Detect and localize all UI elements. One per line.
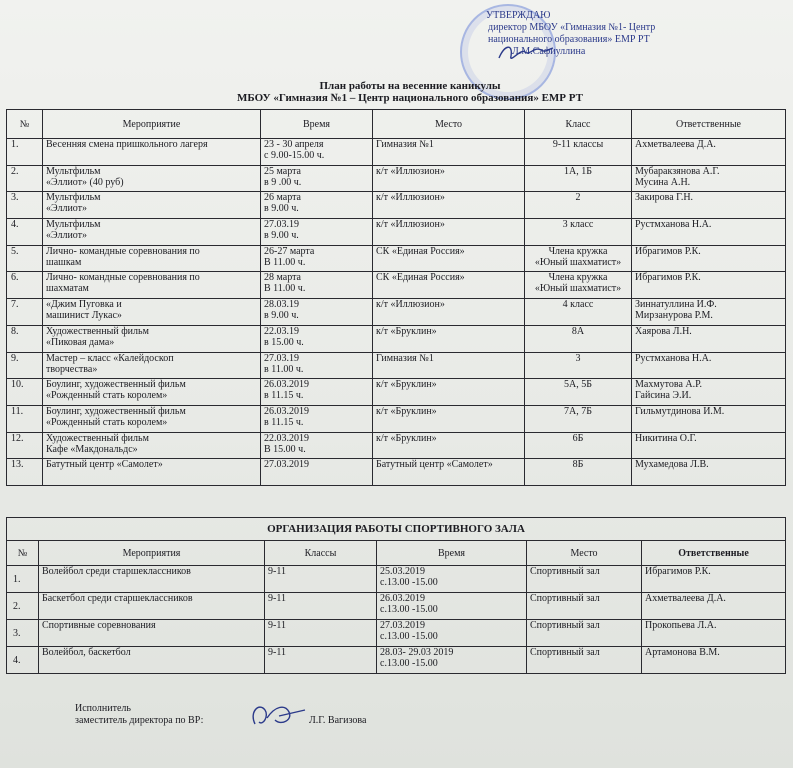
gym-row-num: 4. [7, 647, 39, 674]
table-row [7, 620, 786, 647]
row-time: 22.03.2019 В 15.00 ч. [261, 432, 373, 459]
row-num: 11. [7, 405, 43, 432]
row-time: 28.03.19 в 9.00 ч. [261, 299, 373, 326]
gym-row-responsible: Ахметвалеева Д.А. [642, 593, 786, 620]
row-class: 3 [525, 352, 632, 379]
row-num: 13. [7, 459, 43, 486]
row-num: 1. [7, 139, 43, 166]
row-time: 27.03.2019 [261, 459, 373, 486]
table-row [7, 245, 786, 272]
row-place: Гимназия №1 [373, 352, 525, 379]
gym-row-responsible: Прокопьева Л.А. [642, 620, 786, 647]
gym-row-classes: 9-11 [265, 593, 377, 620]
row-event: Лично- командные соревнования по шахматам [43, 272, 261, 299]
table-row [7, 432, 786, 459]
row-event: Боулинг, художественный фильм «Рожденный стать королем» [43, 405, 261, 432]
title-line-1: План работы на весенние каникулы [319, 80, 501, 92]
row-event: Весенняя смена пришкольного лагеря [43, 139, 261, 166]
gym-row-event: Спортивные соревнования [39, 620, 265, 647]
executor-position: заместитель директора по ВР: [75, 715, 204, 726]
row-event: Мультфильм «Эллиот» [43, 219, 261, 246]
plan-header-responsible: Ответственные [632, 110, 786, 139]
document-title [200, 80, 620, 104]
plan-header-num: № [7, 110, 43, 139]
gym-row-num: 1. [7, 566, 39, 593]
gym-row-place: Спортивный зал [527, 593, 642, 620]
row-responsible: Хаярова Л.Н. [632, 325, 786, 352]
row-place: СК «Единая Россия» [373, 245, 525, 272]
row-place: к/т «Бруклин» [373, 432, 525, 459]
gym-row-num: 2. [7, 593, 39, 620]
row-place: СК «Единая Россия» [373, 272, 525, 299]
row-event: Мультфильм «Эллиот» (40 руб) [43, 165, 261, 192]
row-num: 2. [7, 165, 43, 192]
gym-row-event: Волейбол среди старшеклассников [39, 566, 265, 593]
executor-block [75, 703, 367, 727]
row-event: «Джим Пуговка и машинист Лукас» [43, 299, 261, 326]
row-class: 8Б [525, 459, 632, 486]
row-class: Члена кружка «Юный шахматист» [525, 245, 632, 272]
row-place: к/т «Иллюзион» [373, 219, 525, 246]
row-responsible: Ибрагимов Р.К. [632, 245, 786, 272]
row-place: Батутный центр «Самолет» [373, 459, 525, 486]
row-event: Художественный фильм «Пиковая дама» [43, 325, 261, 352]
row-class: 1А, 1Б [525, 165, 632, 192]
title-line-2: МБОУ «Гимназия №1 – Центр национального образования» ЕМР РТ [237, 92, 583, 104]
row-place: Гимназия №1 [373, 139, 525, 166]
gym-row-time: 26.03.2019 с.13.00 -15.00 [377, 593, 527, 620]
gym-row-num: 3. [7, 620, 39, 647]
gym-row-responsible: Артамонова В.М. [642, 647, 786, 674]
gym-row-responsible: Ибрагимов Р.К. [642, 566, 786, 593]
row-class: Члена кружка «Юный шахматист» [525, 272, 632, 299]
row-place: к/т «Бруклин» [373, 379, 525, 406]
row-place: к/т «Бруклин» [373, 405, 525, 432]
table-row [7, 219, 786, 246]
executor-label: Исполнитель [75, 703, 131, 714]
row-time: 22.03.19 в 15.00 ч. [261, 325, 373, 352]
row-responsible: Мухамедова Л.В. [632, 459, 786, 486]
row-event: Мастер – класс «Калейдоскоп творчества» [43, 352, 261, 379]
row-class: 3 класс [525, 219, 632, 246]
table-row [7, 139, 786, 166]
table-row [7, 299, 786, 326]
row-time: 26.03.2019 в 11.15 ч. [261, 379, 373, 406]
row-event: Художественный фильм Кафе «Макдональдс» [43, 432, 261, 459]
plan-header-time: Время [261, 110, 373, 139]
row-responsible: Рустмханова Н.А. [632, 219, 786, 246]
row-num: 8. [7, 325, 43, 352]
row-event: Батутный центр «Самолет» [43, 459, 261, 486]
row-num: 6. [7, 272, 43, 299]
executor-name: Л.Г. Вагизова [309, 715, 367, 726]
row-time: 25 марта в 9 .00 ч. [261, 165, 373, 192]
row-responsible: Мубаракзянова А.Г. Мусина А.Н. [632, 165, 786, 192]
table-row [7, 647, 786, 674]
approval-block [486, 10, 786, 58]
row-responsible: Зиннатуллина И.Ф. Мирзанурова Р.М. [632, 299, 786, 326]
row-class: 6Б [525, 432, 632, 459]
row-time: 27.03.19 в 11.00 ч. [261, 352, 373, 379]
row-place: к/т «Иллюзион» [373, 192, 525, 219]
row-class: 8А [525, 325, 632, 352]
gym-row-time: 25.03.2019 с.13.00 -15.00 [377, 566, 527, 593]
gym-header-classes: Классы [265, 541, 377, 566]
gym-header-event: Мероприятия [39, 541, 265, 566]
gym-row-time: 28.03- 29.03 2019 с.13.00 -15.00 [377, 647, 527, 674]
table-row [7, 272, 786, 299]
gym-table-title: ОРГАНИЗАЦИЯ РАБОТЫ СПОРТИВНОГО ЗАЛА [7, 518, 786, 541]
row-num: 7. [7, 299, 43, 326]
row-event: Боулинг, художественный фильм «Рожденный стать королем» [43, 379, 261, 406]
table-row [7, 566, 786, 593]
table-row [7, 192, 786, 219]
row-num: 5. [7, 245, 43, 272]
table-row [7, 593, 786, 620]
approval-director-name: Л.М.Сафиуллина [512, 46, 586, 57]
table-row [7, 352, 786, 379]
row-time: 28 марта В 11.00 ч. [261, 272, 373, 299]
gym-row-classes: 9-11 [265, 647, 377, 674]
executor-signature [245, 698, 309, 732]
gym-header-row [7, 541, 786, 566]
row-time: 27.03.19 в 9.00 ч. [261, 219, 373, 246]
row-responsible: Закирова Г.Н. [632, 192, 786, 219]
row-class: 9-11 классы [525, 139, 632, 166]
row-class: 5А, 5Б [525, 379, 632, 406]
row-class: 7А, 7Б [525, 405, 632, 432]
approval-organization: национального образования» ЕМР РТ [488, 34, 650, 45]
gym-row-event: Волейбол, баскетбол [39, 647, 265, 674]
table-row [7, 325, 786, 352]
row-time: 23 - 30 апреля с 9.00-15.00 ч. [261, 139, 373, 166]
gym-header-place: Место [527, 541, 642, 566]
row-num: 9. [7, 352, 43, 379]
gym-row-time: 27.03.2019 с.13.00 -15.00 [377, 620, 527, 647]
row-event: Лично- командные соревнования по шашкам [43, 245, 261, 272]
row-num: 10. [7, 379, 43, 406]
gym-row-place: Спортивный зал [527, 647, 642, 674]
row-responsible: Гильмутдинова И.М. [632, 405, 786, 432]
gym-schedule-table [6, 517, 786, 674]
approval-position: директор МБОУ «Гимназия №1- Центр [488, 22, 656, 33]
row-num: 12. [7, 432, 43, 459]
row-responsible: Ахметвалеева Д.А. [632, 139, 786, 166]
row-responsible: Рустмханова Н.А. [632, 352, 786, 379]
table-row [7, 459, 786, 486]
approval-heading: УТВЕРЖДАЮ [486, 10, 551, 21]
row-responsible: Ибрагимов Р.К. [632, 272, 786, 299]
spring-break-plan-table [6, 109, 786, 486]
gym-header-time: Время [377, 541, 527, 566]
table-row [7, 405, 786, 432]
table-row [7, 379, 786, 406]
row-time: 26 марта в 9.00 ч. [261, 192, 373, 219]
row-class: 2 [525, 192, 632, 219]
plan-header-row [7, 110, 786, 139]
row-responsible: Махмутова А.Р. Гайсина Э.И. [632, 379, 786, 406]
row-num: 4. [7, 219, 43, 246]
plan-header-event: Мероприятие [43, 110, 261, 139]
row-event: Мультфильм «Эллиот» [43, 192, 261, 219]
row-num: 3. [7, 192, 43, 219]
row-class: 4 класс [525, 299, 632, 326]
row-place: к/т «Бруклин» [373, 325, 525, 352]
row-place: к/т «Иллюзион» [373, 299, 525, 326]
gym-row-classes: 9-11 [265, 566, 377, 593]
gym-row-place: Спортивный зал [527, 620, 642, 647]
plan-header-class: Класс [525, 110, 632, 139]
gym-row-classes: 9-11 [265, 620, 377, 647]
gym-row-event: Баскетбол среди старшеклассников [39, 593, 265, 620]
row-place: к/т «Иллюзион» [373, 165, 525, 192]
gym-header-responsible: Ответственные [642, 541, 786, 566]
row-time: 26.03.2019 в 11.15 ч. [261, 405, 373, 432]
gym-header-num: № [7, 541, 39, 566]
table-row [7, 165, 786, 192]
gym-row-place: Спортивный зал [527, 566, 642, 593]
plan-header-place: Место [373, 110, 525, 139]
row-time: 26-27 марта В 11.00 ч. [261, 245, 373, 272]
row-responsible: Никитина О.Г. [632, 432, 786, 459]
